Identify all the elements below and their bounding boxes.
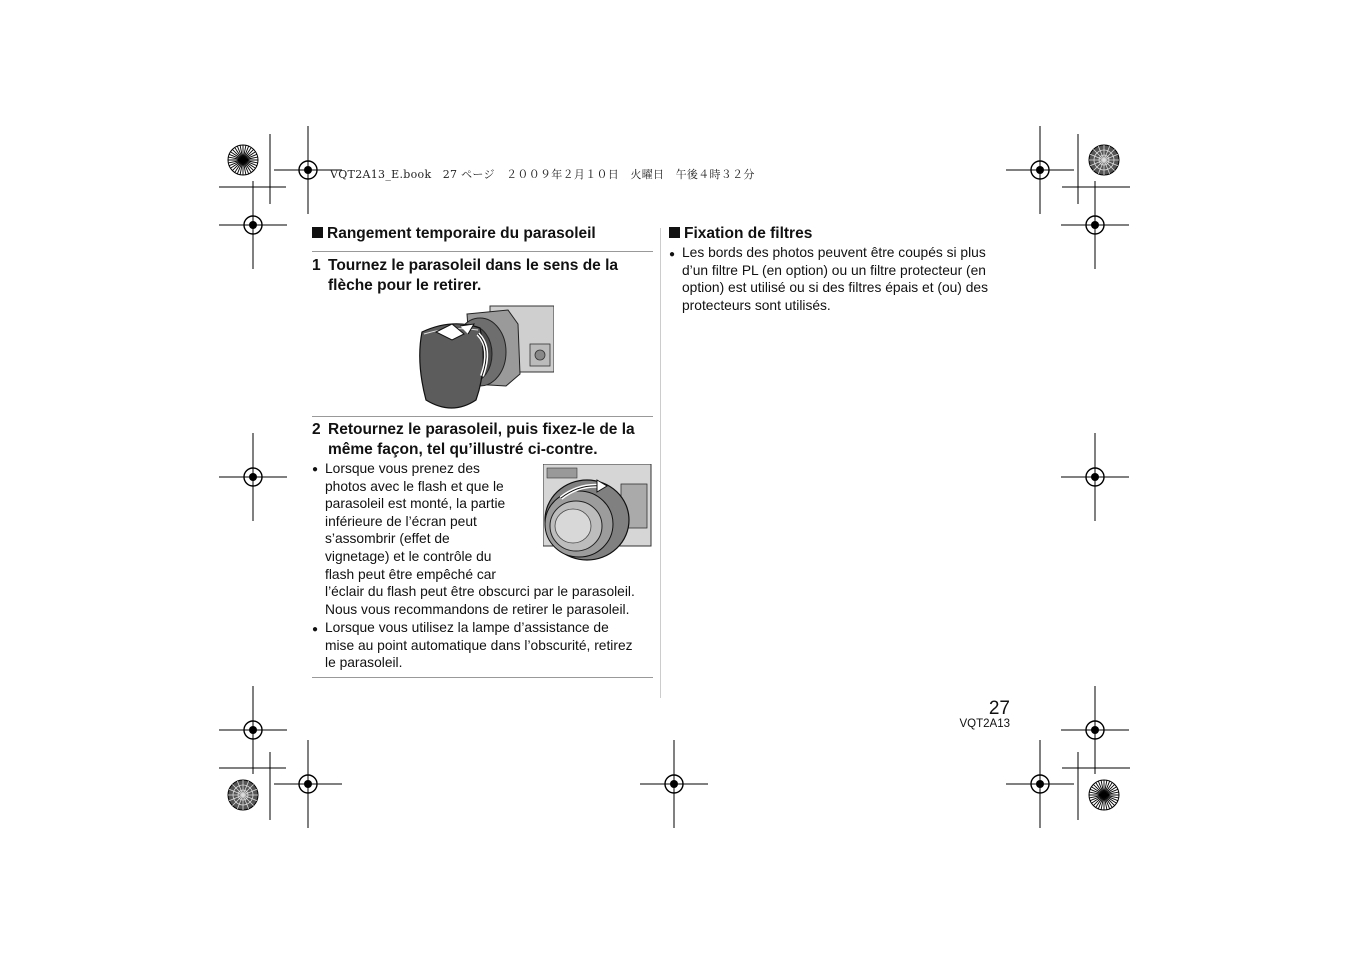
note-line: Lorsque vous utilisez la lampe d’assistance de: [325, 620, 609, 635]
step-2: [312, 420, 654, 460]
square-bullet-icon: [312, 227, 323, 238]
note-filter-vignetting: [669, 245, 1014, 319]
note-af-assist-lamp: [312, 620, 657, 674]
bullet-icon: ●: [312, 464, 319, 475]
note-flash-vignetting: [312, 460, 657, 620]
note-line: s’assombrir (effet de: [325, 531, 450, 547]
step-2-notes: [312, 460, 657, 674]
divider-rule: [312, 677, 653, 678]
divider-rule: [312, 251, 653, 252]
step-text: Tournez le parasoleil dans le sens de la flèche pour le retirer.: [328, 257, 619, 294]
section-title-filters: [669, 225, 812, 243]
note-line: option) est utilisé ou si des filtres épais et (ou) des: [682, 280, 988, 296]
note-line: l’éclair du flash peut être obscurci par le parasoleil.: [325, 584, 635, 600]
section-title-lens-hood: [312, 225, 596, 243]
note-line: protecteurs sont utilisés.: [682, 297, 831, 313]
step-number: 1: [312, 257, 321, 274]
note-line: parasoleil est monté, la partie: [325, 496, 506, 512]
bullet-icon: ●: [312, 624, 319, 635]
section-title-text: Fixation de filtres: [684, 225, 813, 242]
divider-rule: [312, 416, 653, 417]
column-divider: [660, 228, 661, 698]
lens-hood-removal-illustration: [412, 304, 554, 412]
section-title-text: Rangement temporaire du parasoleil: [327, 225, 596, 242]
step-text: Retournez le parasoleil, puis fixez-le de la même façon, tel qu’illustré ci-contre.: [328, 421, 635, 458]
note-line: Nous vous recommandons de retirer le parasoleil.: [325, 601, 630, 617]
note-line: photos avec le flash et que le: [325, 478, 504, 494]
filters-note: [669, 245, 1014, 319]
square-bullet-icon: [669, 227, 680, 238]
step-1: [312, 256, 654, 296]
note-line: mise au point automatique dans l’obscurité, retirez: [325, 637, 633, 653]
note-line: inférieure de l’écran peut: [325, 513, 477, 529]
note-line: vignetage) et le contrôle du: [325, 548, 492, 564]
bullet-icon: ●: [669, 249, 676, 260]
file-header: VQT2A13_E.book 27 ページ ２００９年２月１０日 火曜日 午後４時３２分: [330, 168, 755, 181]
note-line: le parasoleil.: [325, 655, 403, 671]
page-number: 27: [988, 698, 1010, 719]
note-line: Les bords des photos peuvent être coupés si plus: [682, 245, 986, 260]
note-line: d’un filtre PL (en option) ou un filtre protecteur (en: [682, 262, 986, 278]
note-line: Lorsque vous prenez des: [325, 461, 480, 476]
doc-code: VQT2A13: [959, 718, 1010, 730]
step-number: 2: [312, 421, 321, 438]
note-line: flash peut être empêché car: [325, 566, 497, 582]
